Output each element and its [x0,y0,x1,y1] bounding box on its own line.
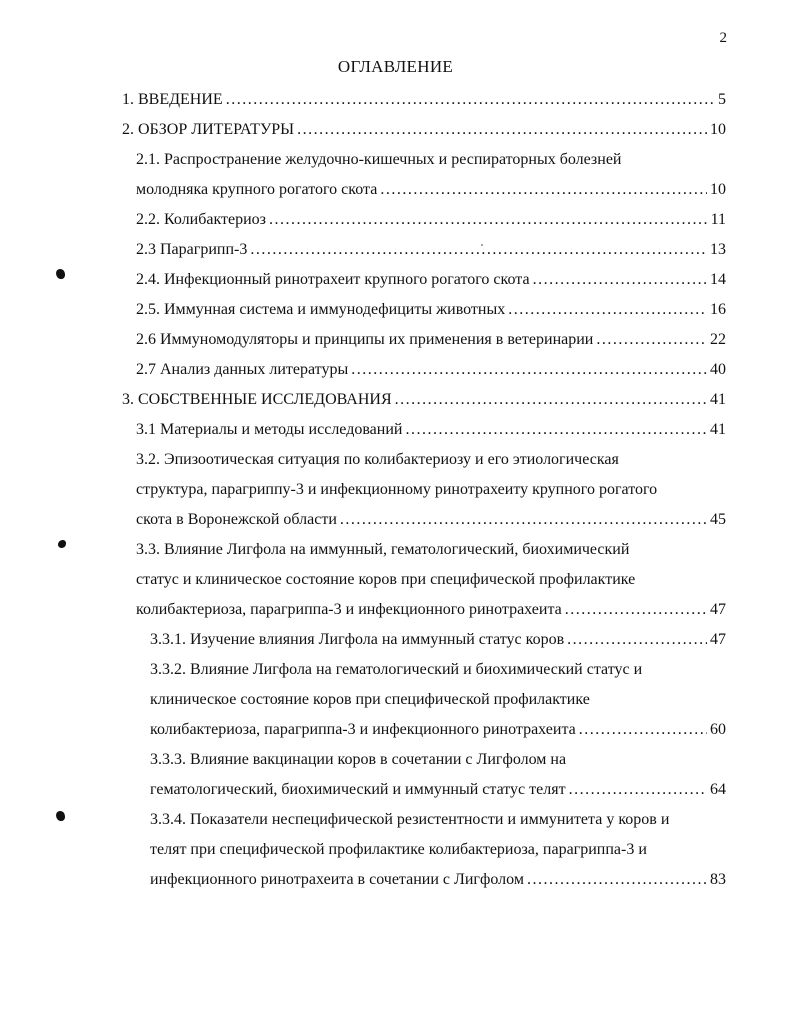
toc-entry [0,415,791,445]
dot-leader [405,415,707,445]
toc-entry-page: 41 [710,391,726,408]
toc-entry-text: 3. СОБСТВЕННЫЕ ИССЛЕДОВАНИЯ [122,391,392,408]
dot-leader [527,865,707,895]
toc-entry-text: 3.3.4. Показатели неспецифической резистентности и иммунитета у коров и [150,811,670,828]
toc-entry-text: телят при специфической профилактике колибактериоза, парагриппа-3 и [150,841,647,858]
toc-entry-text: 3.3.1. Изучение влияния Лигфола на иммунный статус коров [150,631,565,648]
toc-entry-text: 2.6 Иммуномодуляторы и принципы их применения в ветеринарии [136,331,594,348]
toc-entry-page: 45 [710,511,726,528]
toc-entry-text: 3.3.3. Влияние вакцинации коров в сочетании с Лигфолом на [150,751,567,768]
toc-entry [0,325,791,355]
toc-entry [0,535,791,625]
toc-entry-page: 60 [710,721,726,738]
toc-entry [0,235,791,265]
toc-entry-page: 47 [710,601,726,618]
toc-entry-page: 22 [710,331,726,348]
dot-leader [533,265,707,295]
toc-entry-page: 13 [710,241,726,258]
toc-entry-text: скота в Воронежской области [136,511,337,528]
dot-leader [351,355,707,385]
dot-leader [596,325,707,355]
toc-entry [0,805,791,895]
toc-entry [0,745,791,805]
toc-entry-text: гематологический, биохимический и иммунный статус телят [150,781,566,798]
toc-entry-page: 11 [710,211,726,228]
toc-entry-text: 3.1 Материалы и методы исследований [136,421,403,438]
toc-entry-text: инфекционного ринотрахеита в сочетании с Лигфолом [150,871,524,888]
toc-entry [0,385,791,415]
dot-leader [297,115,707,145]
ink-blot [56,269,65,279]
toc-entry-text: молодняка крупного рогатого скота [136,181,378,198]
toc-entry-page: 16 [710,301,726,318]
toc-entry-text: 2.2. Колибактериоз [136,211,266,228]
toc-entry-page: 10 [710,121,726,138]
dot-leader [567,625,707,655]
toc-entry-page: 64 [710,781,726,798]
toc-entry [0,205,791,235]
toc-entry-text: клиническое состояние коров при специфической профилактике [150,691,590,708]
toc-entry-page: 41 [710,421,726,438]
toc-entry-text: 1. ВВЕДЕНИЕ [122,91,223,108]
toc-entry-text: 3.3. Влияние Лигфола на иммунный, гематологический, биохимический [136,541,630,558]
toc-entry [0,85,791,115]
table-of-contents [0,85,791,895]
toc-entry-text: 2.3 Парагрипп-3 [136,241,248,258]
toc-entry-page: 14 [710,271,726,288]
toc-entry-text: 3.2. Эпизоотическая ситуация по колибактериозу и его этиологическая [136,451,619,468]
dot-leader [269,205,708,235]
toc-entry-text: статус и клиническое состояние коров при специфической профилактике [136,571,636,588]
toc-entry-text: 2. ОБЗОР ЛИТЕРАТУРЫ [122,121,295,138]
dot-leader [579,715,707,745]
toc-entry-text: 2.4. Инфекционный ринотрахеит крупного рогатого скота [136,271,530,288]
dot-leader [380,175,707,205]
toc-entry-text: колибактериоза, парагриппа-3 и инфекционного ринотрахеита [136,601,562,618]
toc-entry [0,295,791,325]
page-title: ОГЛАВЛЕНИЕ [337,57,454,76]
dot-leader [226,85,715,115]
toc-entry-page: 10 [710,181,726,198]
dot-leader [340,505,707,535]
ink-speck [481,244,483,246]
toc-entry [0,625,791,655]
toc-entry-page: 40 [710,361,726,378]
dot-leader [569,775,707,805]
toc-entry-text: 2.5. Иммунная система и иммунодефициты животных [136,301,506,318]
toc-entry [0,655,791,745]
toc-entry [0,145,791,205]
toc-entry-text: 2.1. Распространение желудочно-кишечных и респираторных болезней [136,151,622,168]
dot-leader [565,595,707,625]
toc-entry-page: 47 [710,631,726,648]
dot-leader [250,235,707,265]
ink-blot [56,811,65,821]
page-number: 2 [719,30,727,46]
dot-leader [395,385,707,415]
toc-entry [0,445,791,535]
toc-entry [0,265,791,295]
toc-entry-text: структура, парагриппу-3 и инфекционному ринотрахеиту крупного рогатого [136,481,658,498]
toc-entry-text: колибактериоза, парагриппа-3 и инфекционного ринотрахеита [150,721,576,738]
toc-entry-page: 5 [718,91,726,108]
dot-leader [508,295,707,325]
toc-entry [0,115,791,145]
toc-entry [0,355,791,385]
toc-entry-text: 3.3.2. Влияние Лигфола на гематологический и биохимический статус и [150,661,643,678]
toc-entry-page: 83 [710,871,726,888]
toc-entry-text: 2.7 Анализ данных литературы [136,361,349,378]
